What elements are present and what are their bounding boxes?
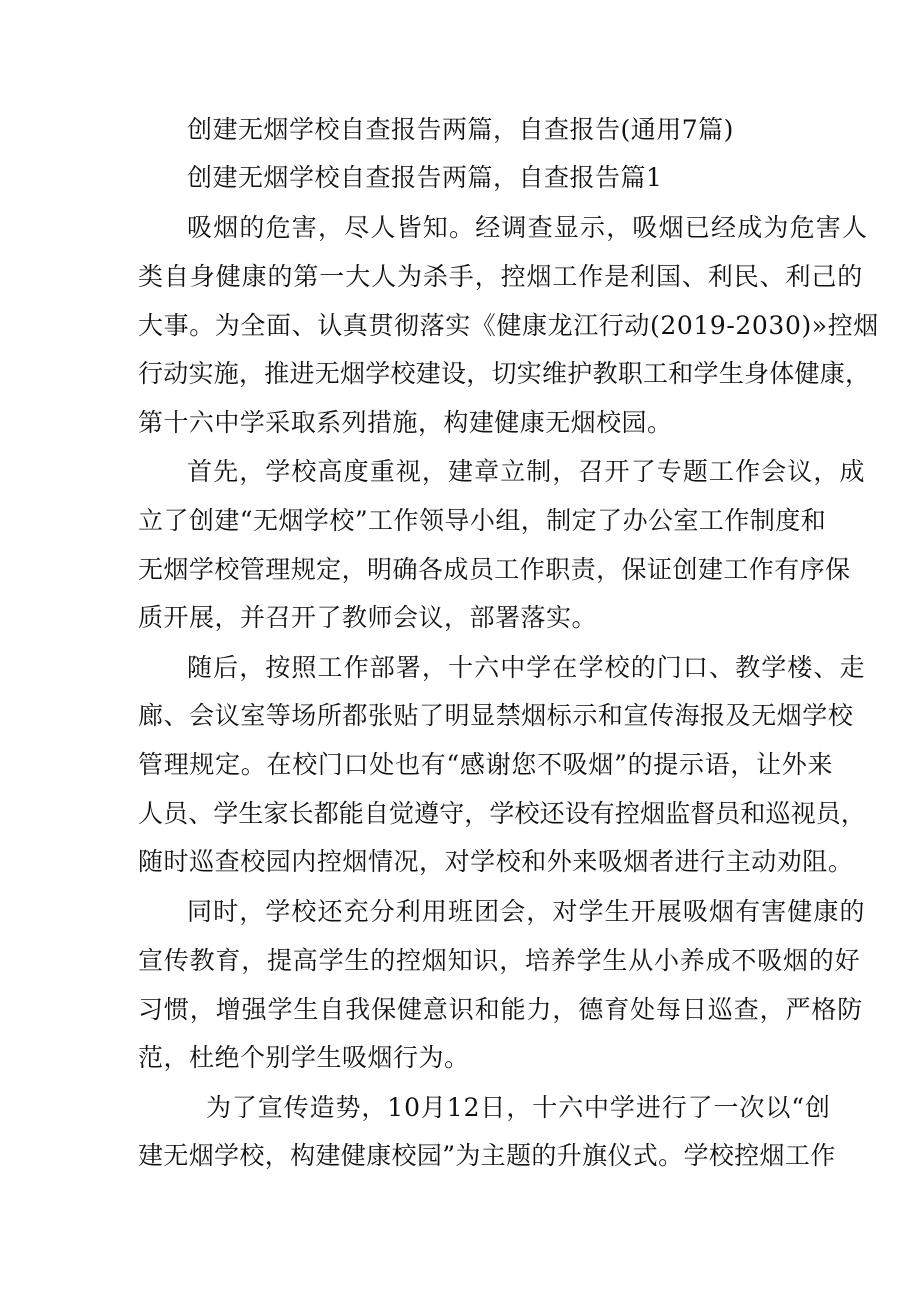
paragraph-line: 类自身健康的第一大人为杀手，控烟工作是利国、利民、利己的 (138, 262, 864, 291)
paragraph-line: 吸烟的危害，尽人皆知。经调查显示，吸烟已经成为危害人 (187, 213, 869, 242)
section-title: 创建无烟学校自查报告两篇，自查报告篇1 (187, 163, 663, 192)
paragraph-line: 为了宣传造势，10月12日，十六中学进行了一次以“创 (206, 1093, 831, 1122)
paragraph-line: 无烟学校管理规定，明确各成员工作职责，保证创建工作有序保 (138, 555, 851, 584)
paragraph-line: 随时巡查校园内控烟情况，对学校和外来吸烟者进行主动劝阻。 (138, 847, 854, 876)
paragraph-line: 第十六中学采取系列措施，构建健康无烟校园。 (138, 408, 673, 437)
paragraph-line: 宣传教育，提高学生的控烟知识，培养学生从小养成不吸烟的好 (138, 946, 861, 975)
paragraph-line: 同时，学校还充分利用班团会，对学生开展吸烟有害健康的 (187, 897, 866, 926)
paragraph-line: 质开展，并召开了教师会议，部署落实。 (138, 603, 598, 632)
paragraph-line: 大事。为全面、认真贯彻落实《健康龙江行动(2019-2030)»控烟 (138, 311, 879, 340)
paragraph-line: 随后，按照工作部署，十六中学在学校的门口、教学楼、走 (187, 653, 866, 682)
document-title: 创建无烟学校自查报告两篇，自查报告(通用7篇) (187, 115, 734, 144)
paragraph-line: 立了创建“无烟学校”工作领导小组，制定了办公室工作制度和 (138, 506, 827, 535)
paragraph-line: 范，杜绝个别学生吸烟行为。 (138, 1043, 470, 1072)
paragraph-line: 行动实施，推进无烟学校建设，切实维护教职工和学生身体健康， (138, 359, 871, 388)
paragraph-line: 首先，学校高度重视，建章立制，召开了专题工作会议，成 (187, 457, 866, 486)
paragraph-line: 建无烟学校，构建健康校园”为主题的升旗仪式。学校控烟工作 (138, 1141, 836, 1170)
paragraph-line: 廊、会议室等场所都张贴了明显禁烟标示和宣传海报及无烟学校 (138, 701, 854, 730)
paragraph-line: 习惯，增强学生自我保健意识和能力，德育处每日巡查，严格防 (138, 995, 864, 1024)
paragraph-line: 管理规定。在校门口处也有“感谢您不吸烟”的提示语，让外来 (138, 750, 834, 779)
paragraph-line: 人员、学生家长都能自觉遵守，学校还设有控烟监督员和巡视员， (138, 799, 866, 828)
